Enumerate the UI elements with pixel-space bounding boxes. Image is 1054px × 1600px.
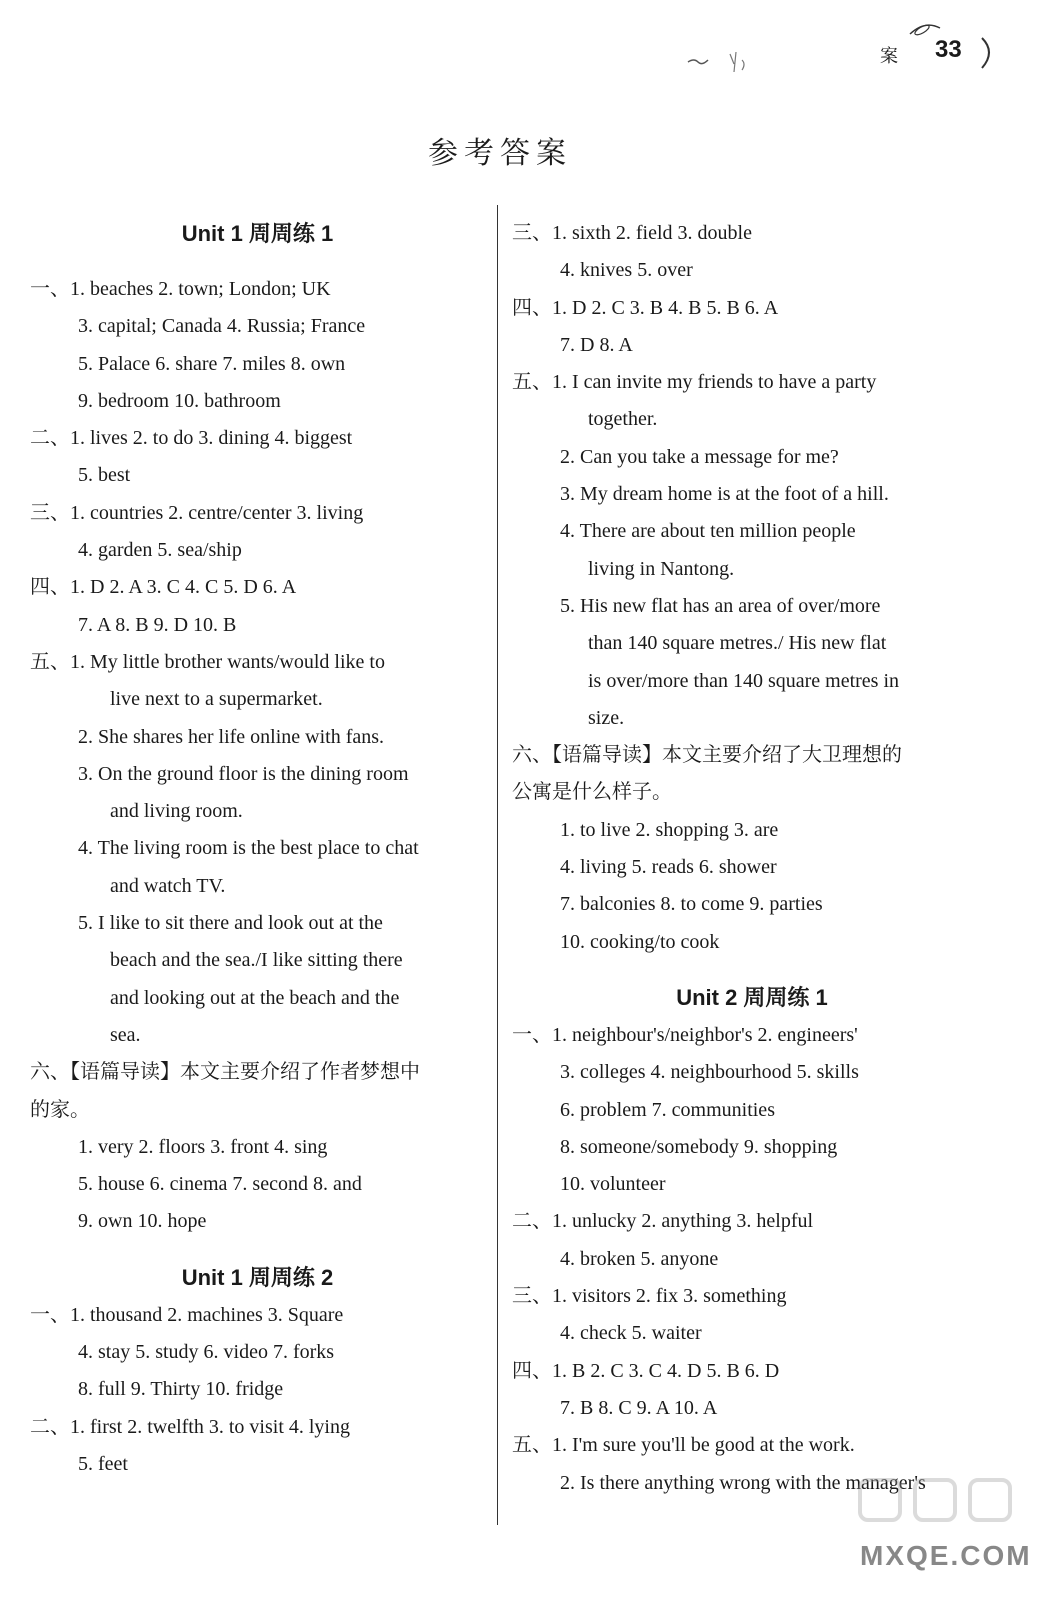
answer-line: 1. to live 2. shopping 3. are [560,818,779,841]
section-spacer [30,1241,485,1259]
answer-line: 8. someone/somebody 9. shopping [560,1135,838,1158]
answer-line: and living room. [110,800,243,823]
answer-line: 四、1. D 2. C 3. B 4. B 5. B 6. A [512,296,779,319]
answer-line: together. [588,408,658,431]
answer-line: 5. feet [78,1452,128,1475]
answer-line: 2. She shares her life online with fans. [78,725,385,748]
answer-line: 六、【语篇导读】本文主要介绍了作者梦想中 [30,1061,420,1084]
answer-line: 一、1. neighbour's/neighbor's 2. engineers' [512,1023,858,1046]
answer-line: 5. best [78,464,131,487]
answer-line: 四、1. D 2. A 3. C 4. C 5. D 6. A [30,576,297,599]
watermark-logo-icon [840,1470,1030,1590]
answer-line: 7. D 8. A [560,333,633,356]
answer-line: 9. own 10. hope [78,1210,207,1233]
answer-line: 五、1. I'm sure you'll be good at the work. [512,1434,855,1457]
section-spacer [512,961,992,979]
header-small-label: 案 [880,46,898,67]
answer-line: 4. broken 5. anyone [560,1247,719,1270]
page-number: 33 [935,36,962,63]
answer-line: 一、1. beaches 2. town; London; UK [30,278,331,300]
answer-line: 3. My dream home is at the foot of a hill. [560,483,889,506]
answer-line: 二、1. unlucky 2. anything 3. helpful [512,1210,814,1233]
answer-line: 三、1. visitors 2. fix 3. something [512,1285,787,1308]
answer-line: 4. There are about ten million people [560,520,856,543]
column-divider [497,205,498,1525]
section-heading: Unit 1 周周练 2 [181,1264,334,1290]
answer-line: 8. full 9. Thirty 10. fridge [78,1378,284,1401]
answer-line: 7. balconies 8. to come 9. parties [560,893,823,916]
answer-line: 7. B 8. C 9. A 10. A [560,1396,718,1419]
answer-line: 7. A 8. B 9. D 10. B [78,613,237,636]
answer-line: beach and the sea./I like sitting there [110,949,403,972]
answer-line: 4. living 5. reads 6. shower [560,856,777,879]
answer-line: sea. [110,1023,141,1046]
answer-line: 4. garden 5. sea/ship [78,539,242,562]
answer-line: size. [588,706,625,729]
answer-line: is over/more than 140 square metres in [588,669,900,692]
answer-line: 五、1. I can invite my friends to have a party [512,371,877,394]
answer-line: 9. bedroom 10. bathroom [78,389,281,412]
answer-line: 三、1. countries 2. centre/center 3. living [30,501,364,524]
answer-line: 5. His new flat has an area of over/more [560,594,881,617]
answer-line: 4. knives 5. over [560,259,693,282]
answer-line: 六、【语篇导读】本文主要介绍了大卫理想的 [512,744,902,767]
section-heading: Unit 2 周周练 1 [676,984,828,1010]
answer-line: 五、1. My little brother wants/would like to [30,650,385,673]
answer-line: living in Nantong. [588,557,735,580]
answer-line: 2. Can you take a message for me? [560,445,839,468]
right-column [512,215,992,1502]
answer-line: 5. house 6. cinema 7. second 8. and [78,1173,362,1196]
left-column [30,215,485,1483]
answer-line: than 140 square metres./ His new flat [588,632,887,655]
answer-line: 四、1. B 2. C 3. C 4. D 5. B 6. D [512,1359,780,1382]
header-scribble [670,40,790,100]
answer-line: 3. On the ground floor is the dining room [78,762,409,785]
answer-line: 10. cooking/to cook [560,930,720,953]
answer-line: 4. check 5. waiter [560,1322,702,1345]
watermark-text: MXQE.COM [860,1540,1032,1571]
answer-line: 三、1. sixth 2. field 3. double [512,222,752,244]
answer-line: 二、1. first 2. twelfth 3. to visit 4. lying [30,1415,350,1438]
answer-line: live next to a supermarket. [110,688,323,711]
answer-line: 二、1. lives 2. to do 3. dining 4. biggest [30,427,353,450]
answer-line: 3. capital; Canada 4. Russia; France [78,315,366,338]
answer-line: 5. Palace 6. share 7. miles 8. own [78,352,346,375]
answer-line: 4. The living room is the best place to chat [78,837,419,860]
answer-line: 2. Is there anything wrong with the manager's [560,1471,926,1494]
answer-line: and watch TV. [110,874,226,897]
section-heading: Unit 1 周周练 1 [181,221,334,246]
answer-line: 3. colleges 4. neighbourhood 5. skills [560,1061,859,1084]
answer-line: 一、1. thousand 2. machines 3. Square [30,1303,344,1326]
answer-line: 5. I like to sit there and look out at the [78,912,383,935]
answer-line: 的家。 [30,1098,90,1121]
page-title: 参考答案 [428,136,572,171]
answer-line: 1. very 2. floors 3. front 4. sing [78,1135,328,1158]
section-spacer [30,253,485,271]
answer-line: 4. stay 5. study 6. video 7. forks [78,1341,335,1364]
answer-line: 10. volunteer [560,1173,666,1196]
answer-line: and looking out at the beach and the [110,986,400,1009]
answer-line: 公寓是什么样子。 [512,781,672,804]
answer-line: 6. problem 7. communities [560,1098,775,1121]
